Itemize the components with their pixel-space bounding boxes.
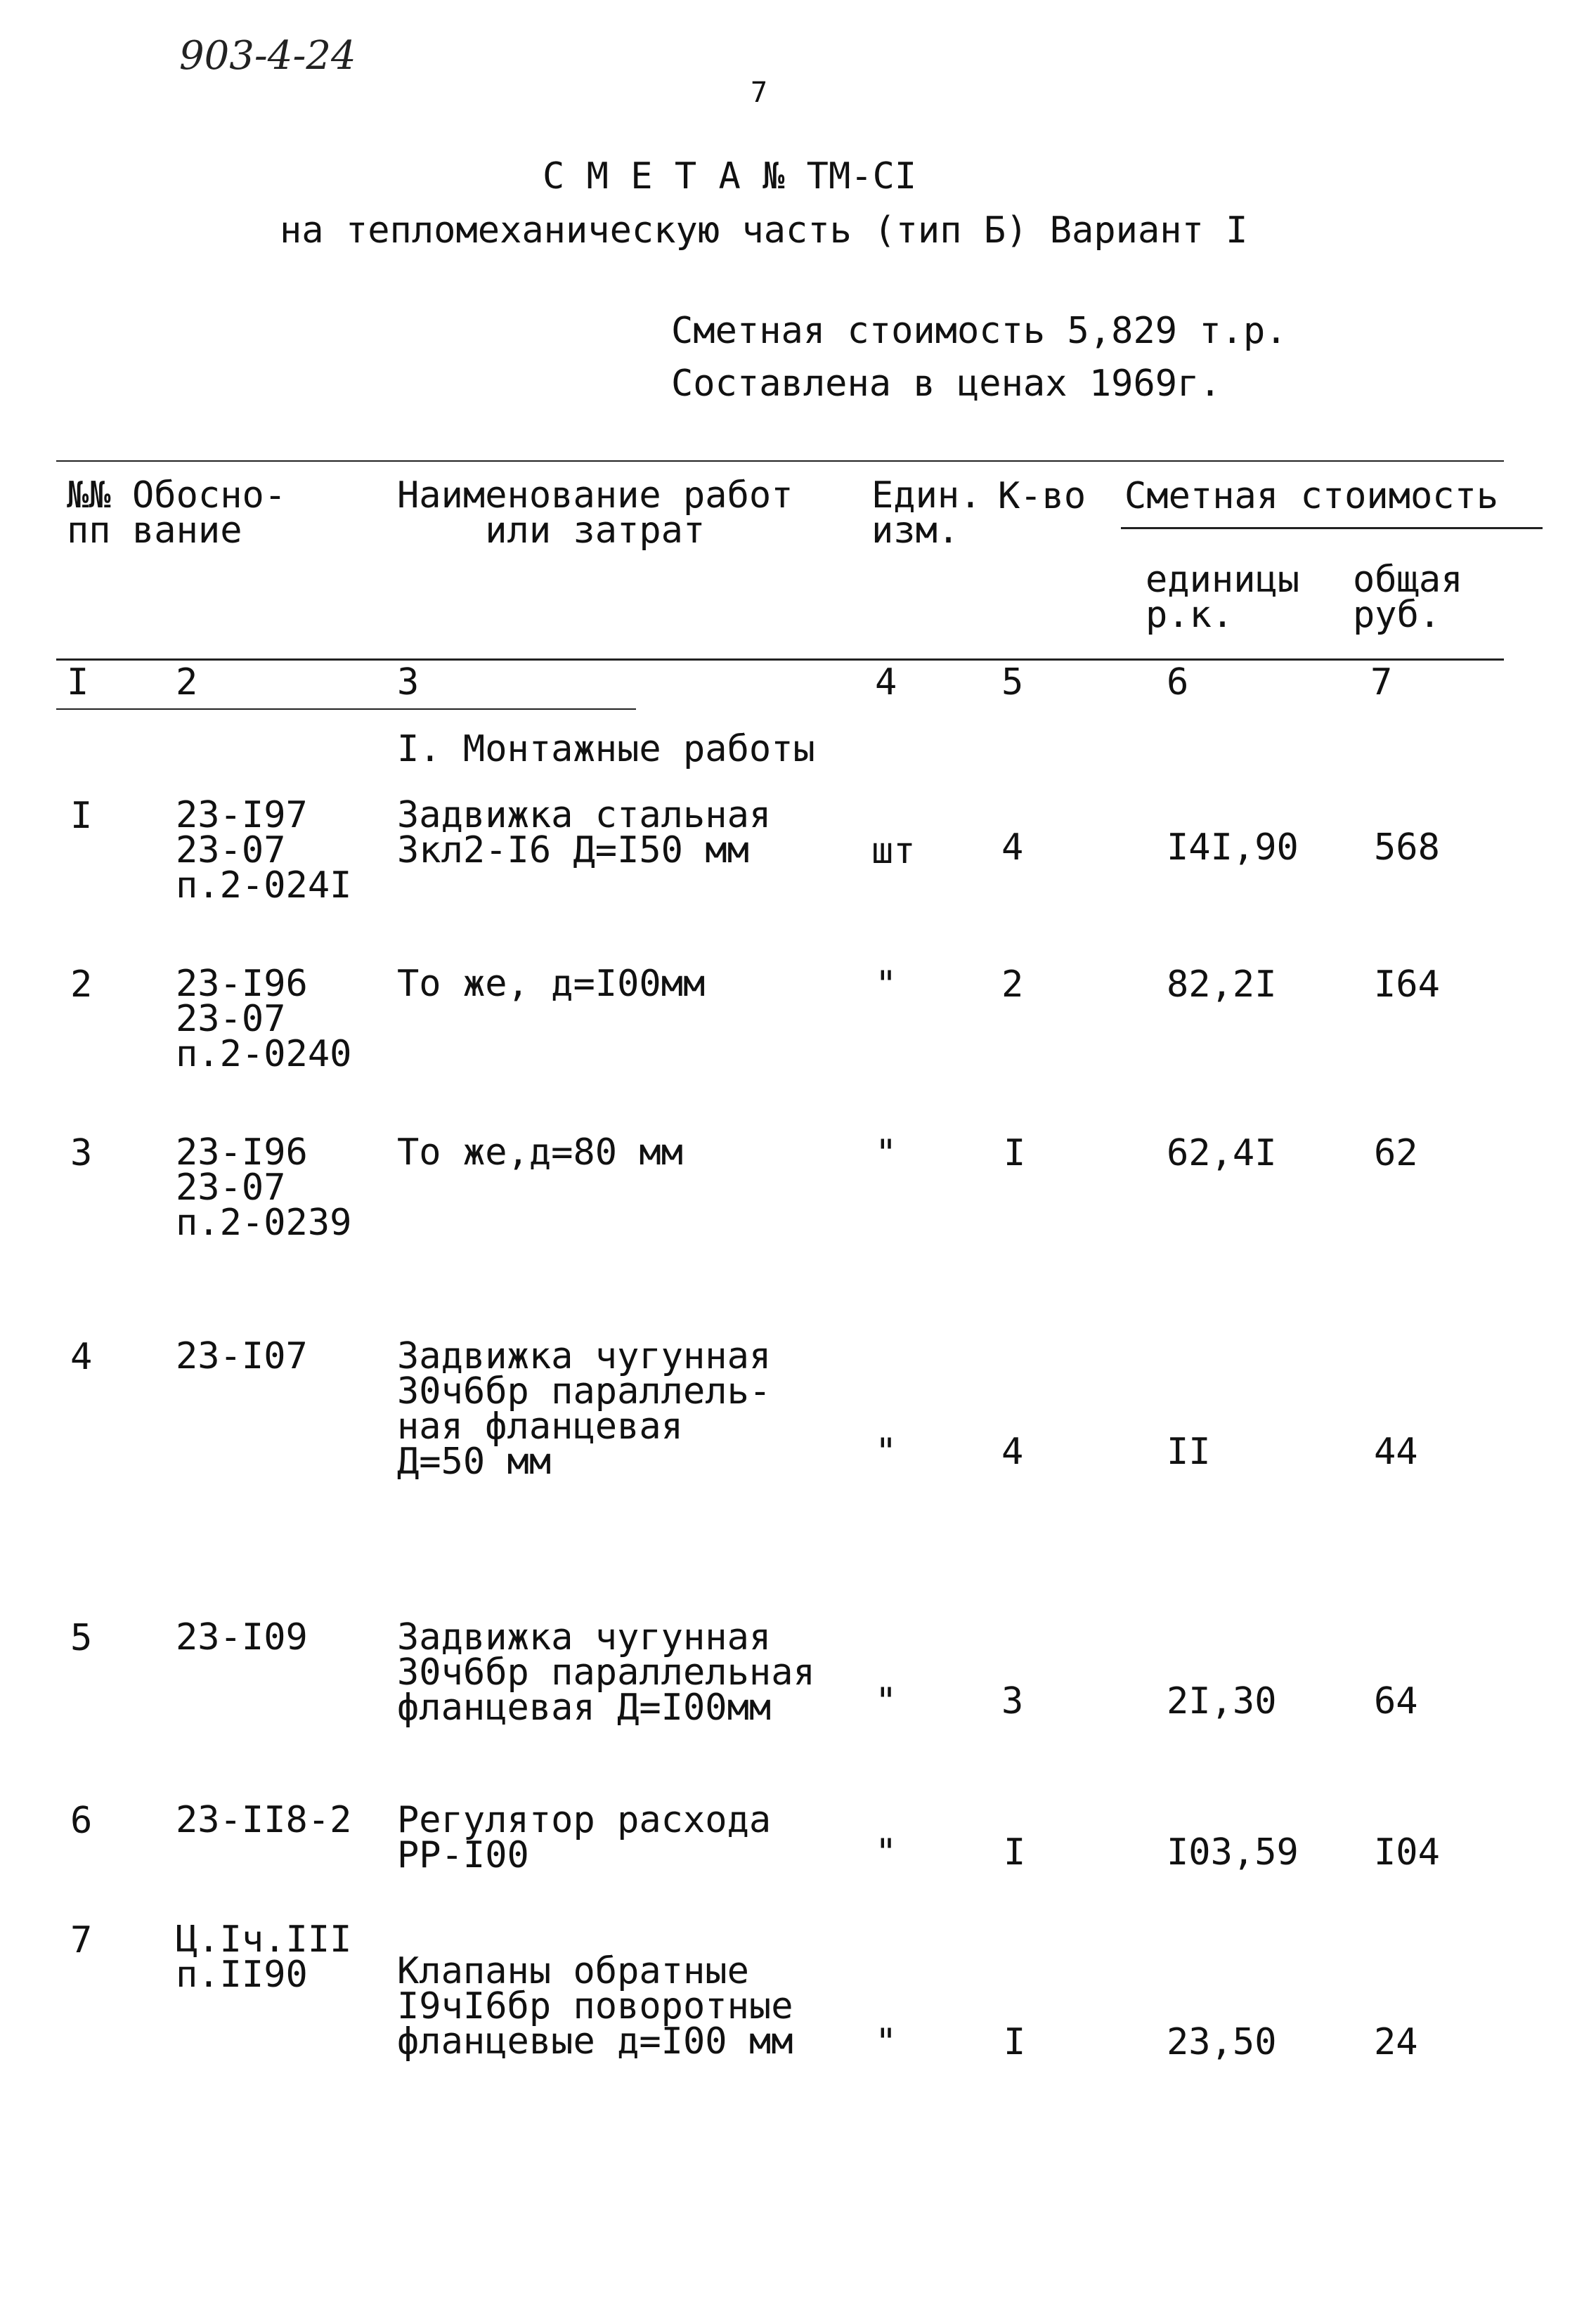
row-work-name: Задвижка чугунная 30ч6бр параллель- ная фланцевая Д=50 мм bbox=[397, 1335, 772, 1483]
column-number: 3 bbox=[397, 661, 420, 703]
row-unit-cost: II bbox=[1167, 1431, 1211, 1473]
row-basis: 23-I09 bbox=[176, 1616, 308, 1658]
row-unit-cost: I4I,90 bbox=[1167, 826, 1299, 869]
row-basis: 23-I96 23-07 п.2-0239 bbox=[176, 1131, 352, 1244]
header-work-name: Наименование работ или затрат bbox=[397, 474, 793, 552]
row-unit-cost: 62,4I bbox=[1167, 1132, 1277, 1174]
row-basis: 23-I96 23-07 п.2-0240 bbox=[176, 963, 352, 1075]
document-subtitle: на тепломеханическую часть (тип Б) Вариант I bbox=[280, 209, 1248, 252]
row-basis: Ц.Iч.III п.II90 bbox=[176, 1919, 352, 1996]
row-quantity: I bbox=[1004, 1132, 1026, 1174]
row-work-name: То же, д=I00мм bbox=[397, 963, 706, 1005]
row-total-cost: 62 bbox=[1374, 1132, 1418, 1174]
row-basis: 23-I97 23-07 п.2-024I bbox=[176, 794, 352, 907]
row-quantity: I bbox=[1004, 2021, 1026, 2063]
row-total-cost: 64 bbox=[1374, 1680, 1418, 1722]
row-quantity: 4 bbox=[1001, 1431, 1024, 1473]
row-total-cost: 44 bbox=[1374, 1431, 1418, 1473]
document-title: С М Е Т А № ТМ-СI bbox=[543, 155, 917, 197]
page-number: 7 bbox=[751, 77, 768, 109]
column-number: I bbox=[67, 661, 89, 703]
header-total-cost: общая руб. bbox=[1353, 559, 1463, 636]
estimated-cost-line: Сметная стоимость 5,829 т.р. bbox=[671, 310, 1287, 352]
table-top-rule bbox=[56, 460, 1504, 462]
row-unit: " bbox=[875, 1431, 897, 1473]
header-basis: Обосно- вание bbox=[132, 474, 287, 552]
row-work-name: Регулятор расхода РР-I00 bbox=[397, 1799, 772, 1876]
header-row-number: №№ пп bbox=[67, 474, 111, 552]
column-number: 6 bbox=[1167, 661, 1189, 703]
section-title: I. Монтажные работы bbox=[397, 728, 815, 770]
row-unit-cost: 2I,30 bbox=[1167, 1680, 1277, 1722]
row-unit: шт bbox=[871, 830, 916, 872]
row-total-cost: 24 bbox=[1374, 2021, 1418, 2063]
header-quantity: К-во bbox=[998, 475, 1086, 517]
row-work-name: Задвижка стальная Зкл2-I6 Д=I50 мм bbox=[397, 794, 772, 871]
row-quantity: 4 bbox=[1001, 826, 1024, 869]
row-work-name: Клапаны обратные I9чI6бр поворотные фланцевые д=I00 мм bbox=[397, 1950, 793, 2063]
row-number: 4 bbox=[70, 1336, 93, 1378]
header-bottom-rule bbox=[56, 658, 1504, 661]
row-unit-cost: 82,2I bbox=[1167, 963, 1277, 1006]
row-quantity: 3 bbox=[1001, 1680, 1024, 1722]
column-number: 4 bbox=[875, 661, 897, 703]
column-numbers-rule bbox=[56, 708, 636, 710]
handwritten-document-code: 903-4-24 bbox=[179, 33, 356, 79]
row-number: 6 bbox=[70, 1800, 93, 1842]
row-unit: " bbox=[875, 963, 897, 1006]
column-number: 7 bbox=[1370, 661, 1393, 703]
column-number: 5 bbox=[1001, 661, 1024, 703]
row-number: 2 bbox=[70, 963, 93, 1006]
row-work-name: Задвижка чугунная 30ч6бр параллельная фланцевая Д=I00мм bbox=[397, 1616, 815, 1729]
row-number: I bbox=[70, 795, 93, 837]
cost-group-rule bbox=[1121, 527, 1543, 529]
row-total-cost: I64 bbox=[1374, 963, 1440, 1006]
row-unit-cost: I03,59 bbox=[1167, 1831, 1299, 1874]
row-unit: " bbox=[875, 1831, 897, 1874]
row-number: 7 bbox=[70, 1919, 93, 1961]
row-number: 5 bbox=[70, 1617, 93, 1659]
column-number: 2 bbox=[176, 661, 198, 703]
row-total-cost: 568 bbox=[1374, 826, 1440, 869]
price-basis-line: Составлена в ценах 1969г. bbox=[671, 363, 1221, 405]
row-basis: 23-I07 bbox=[176, 1335, 308, 1377]
row-unit: " bbox=[875, 1680, 897, 1722]
row-total-cost: I04 bbox=[1374, 1831, 1440, 1874]
row-unit-cost: 23,50 bbox=[1167, 2021, 1277, 2063]
row-work-name: То же,д=80 мм bbox=[397, 1131, 683, 1174]
header-unit: Един. изм. bbox=[871, 474, 982, 552]
row-unit: " bbox=[875, 1132, 897, 1174]
row-quantity: 2 bbox=[1001, 963, 1024, 1006]
header-estimated-cost: Сметная стоимость bbox=[1124, 475, 1499, 517]
row-number: 3 bbox=[70, 1132, 93, 1174]
row-basis: 23-II8-2 bbox=[176, 1799, 352, 1841]
row-unit: " bbox=[875, 2021, 897, 2063]
row-quantity: I bbox=[1004, 1831, 1026, 1874]
header-unit-cost: единицы р.к. bbox=[1146, 559, 1300, 636]
